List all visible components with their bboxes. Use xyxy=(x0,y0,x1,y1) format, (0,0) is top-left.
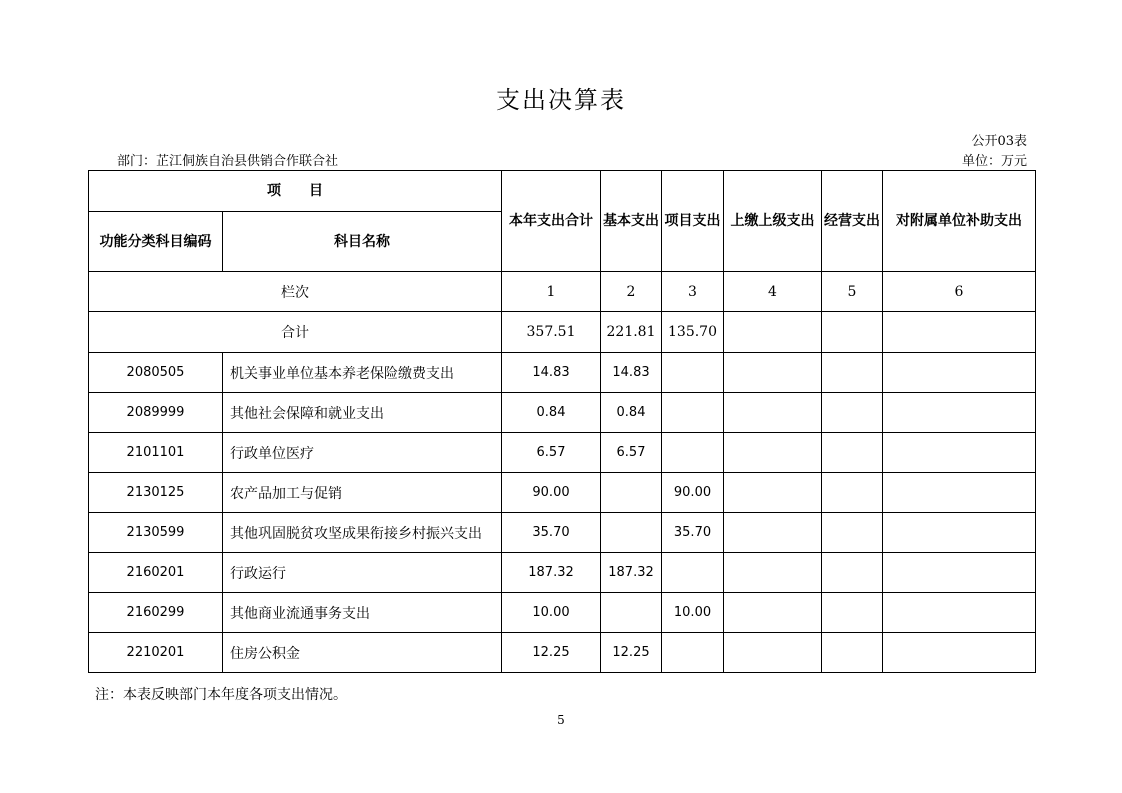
amount-cell: 10.00 xyxy=(502,593,601,633)
column-index-label: 栏次 xyxy=(89,272,502,312)
item-name-cell: 机关事业单位基本养老保险缴费支出 xyxy=(223,353,502,393)
amount-cell: 12.25 xyxy=(502,633,601,673)
expenditure-table xyxy=(88,170,1036,673)
column-index-cell: 4 xyxy=(724,272,822,312)
column-index-cell: 6 xyxy=(883,272,1036,312)
amount-cell xyxy=(883,553,1036,593)
table-row xyxy=(89,593,1036,633)
header-subsidy: 对附属单位补助支出 xyxy=(883,171,1036,272)
amount-cell xyxy=(822,633,883,673)
amount-cell xyxy=(724,513,822,553)
amount-cell xyxy=(724,393,822,433)
amount-cell xyxy=(822,593,883,633)
amount-cell xyxy=(724,433,822,473)
amount-cell xyxy=(724,553,822,593)
department-label: 部门：芷江侗族自治县供销合作联合社 xyxy=(117,154,339,169)
column-index-row xyxy=(89,272,1036,312)
amount-cell: 90.00 xyxy=(662,473,724,513)
amount-cell xyxy=(662,353,724,393)
total-value xyxy=(883,312,1036,353)
header-project: 项 目 xyxy=(89,171,502,212)
column-index-cell: 1 xyxy=(502,272,601,312)
item-name-cell: 其他商业流通事务支出 xyxy=(223,593,502,633)
amount-cell: 6.57 xyxy=(601,433,662,473)
func-code-cell: 2130125 xyxy=(89,473,223,513)
table-row xyxy=(89,513,1036,553)
amount-cell xyxy=(662,433,724,473)
header-upper-remit: 上缴上级支出 xyxy=(724,171,822,272)
amount-cell xyxy=(822,353,883,393)
table-row xyxy=(89,393,1036,433)
amount-cell xyxy=(822,553,883,593)
func-code-cell: 2210201 xyxy=(89,633,223,673)
table-row xyxy=(89,473,1036,513)
footnote: 注：本表反映部门本年度各项支出情况。 xyxy=(95,687,347,703)
total-value: 135.70 xyxy=(662,312,724,353)
amount-cell xyxy=(883,633,1036,673)
amount-cell xyxy=(883,393,1036,433)
table-row xyxy=(89,353,1036,393)
item-name-cell: 其他社会保障和就业支出 xyxy=(223,393,502,433)
amount-cell xyxy=(883,473,1036,513)
amount-cell: 6.57 xyxy=(502,433,601,473)
amount-cell: 12.25 xyxy=(601,633,662,673)
amount-cell xyxy=(822,393,883,433)
amount-cell: 35.70 xyxy=(502,513,601,553)
amount-cell xyxy=(724,353,822,393)
total-value: 221.81 xyxy=(601,312,662,353)
column-index-cell: 2 xyxy=(601,272,662,312)
amount-cell xyxy=(601,473,662,513)
item-name-cell: 农产品加工与促销 xyxy=(223,473,502,513)
table-row xyxy=(89,553,1036,593)
column-index-cell: 5 xyxy=(822,272,883,312)
func-code-cell: 2130599 xyxy=(89,513,223,553)
amount-cell xyxy=(883,513,1036,553)
amount-cell xyxy=(822,513,883,553)
amount-cell: 10.00 xyxy=(662,593,724,633)
column-index-cell: 3 xyxy=(662,272,724,312)
total-label: 合计 xyxy=(89,312,502,353)
func-code-cell: 2089999 xyxy=(89,393,223,433)
amount-cell xyxy=(883,433,1036,473)
header-total: 本年支出合计 xyxy=(502,171,601,272)
total-value: 357.51 xyxy=(502,312,601,353)
amount-cell xyxy=(601,513,662,553)
header-basic: 基本支出 xyxy=(601,171,662,272)
page-number: 5 xyxy=(557,713,565,727)
amount-cell xyxy=(883,353,1036,393)
total-value xyxy=(822,312,883,353)
table-row xyxy=(89,633,1036,673)
header-item-name: 科目名称 xyxy=(223,212,502,272)
amount-cell xyxy=(724,593,822,633)
amount-cell xyxy=(724,633,822,673)
total-row xyxy=(89,312,1036,353)
func-code-cell: 2101101 xyxy=(89,433,223,473)
item-name-cell: 行政运行 xyxy=(223,553,502,593)
page-title: 支出决算表 xyxy=(496,86,626,114)
table-row xyxy=(89,433,1036,473)
header-project-expenditure: 项目支出 xyxy=(662,171,724,272)
total-value xyxy=(724,312,822,353)
amount-cell: 14.83 xyxy=(601,353,662,393)
amount-cell: 14.83 xyxy=(502,353,601,393)
header-business: 经营支出 xyxy=(822,171,883,272)
unit-label: 单位：万元 xyxy=(961,154,1027,169)
amount-cell xyxy=(662,633,724,673)
header-func-code: 功能分类科目编码 xyxy=(89,212,223,272)
item-name-cell: 行政单位医疗 xyxy=(223,433,502,473)
amount-cell xyxy=(601,593,662,633)
amount-cell xyxy=(662,393,724,433)
amount-cell xyxy=(822,433,883,473)
amount-cell: 90.00 xyxy=(502,473,601,513)
amount-cell xyxy=(883,593,1036,633)
amount-cell: 0.84 xyxy=(601,393,662,433)
amount-cell xyxy=(822,473,883,513)
amount-cell: 187.32 xyxy=(502,553,601,593)
amount-cell: 35.70 xyxy=(662,513,724,553)
amount-cell: 0.84 xyxy=(502,393,601,433)
amount-cell xyxy=(724,473,822,513)
amount-cell: 187.32 xyxy=(601,553,662,593)
amount-cell xyxy=(662,553,724,593)
item-name-cell: 其他巩固脱贫攻坚成果衔接乡村振兴支出 xyxy=(223,513,502,553)
func-code-cell: 2160201 xyxy=(89,553,223,593)
func-code-cell: 2160299 xyxy=(89,593,223,633)
func-code-cell: 2080505 xyxy=(89,353,223,393)
form-number: 公开03表 xyxy=(971,134,1027,149)
item-name-cell: 住房公积金 xyxy=(223,633,502,673)
